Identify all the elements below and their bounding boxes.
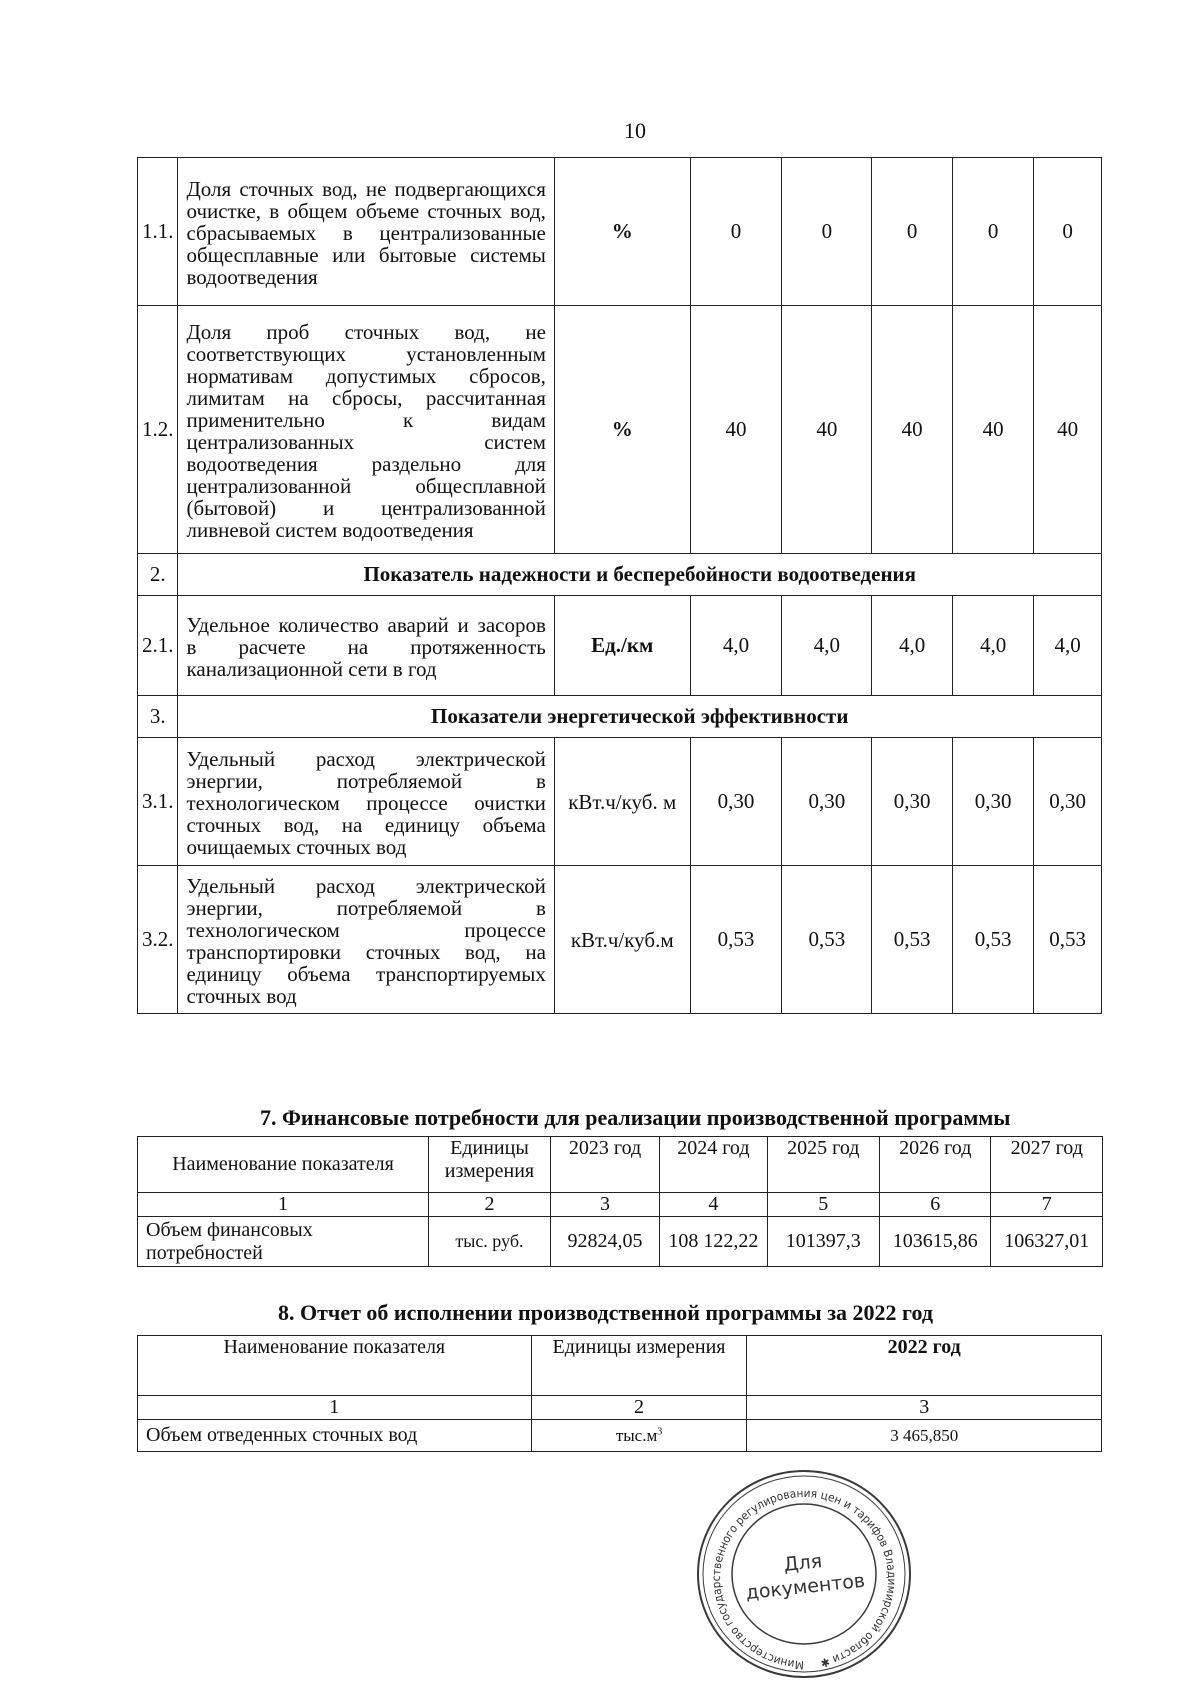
- row-number: 1.2.: [138, 306, 178, 554]
- value-cell: 101397,3: [767, 1217, 879, 1267]
- value-cell: 4,0: [872, 596, 953, 696]
- value-cell: 40: [782, 306, 872, 554]
- table-row: [138, 866, 1102, 1014]
- row-number: 3.: [138, 696, 178, 738]
- value-cell: 4,0: [953, 596, 1034, 696]
- stamp-ring-path: Министерство государственного регулирования цен и тарифов Владимирской области ✱: [709, 1485, 900, 1673]
- row-number: 3.2.: [138, 866, 178, 1014]
- section-row: [138, 554, 1102, 596]
- indicator-description: Доля сточных вод, не подвергающихся очистке, в общем объеме сточных вод, сбрасываемых в централизованные общесплавные или бытовые системы водоотведения: [178, 158, 554, 306]
- table-row: [138, 738, 1102, 866]
- value-cell: 0,30: [1034, 738, 1102, 866]
- row-number: 1.1.: [138, 158, 178, 306]
- header-cell: Наименование показателя: [138, 1336, 532, 1396]
- value-cell: 92824,05: [550, 1217, 659, 1267]
- index-cell: 1: [138, 1396, 532, 1420]
- value-cell: 4,0: [1034, 596, 1102, 696]
- value-cell: 106327,01: [991, 1217, 1103, 1267]
- header-cell: 2023 год: [550, 1137, 659, 1193]
- indicator-description: Удельное количество аварий и засоров в расчете на протяженность канализационной сети в год: [178, 596, 554, 696]
- header-cell: 2027 год: [991, 1137, 1103, 1193]
- value-cell: 0,53: [690, 866, 782, 1014]
- index-cell: 1: [138, 1193, 429, 1217]
- value-cell: 0,30: [872, 738, 953, 866]
- value-cell: 4,0: [690, 596, 782, 696]
- table-row: [138, 596, 1102, 696]
- indicator-description: Доля проб сточных вод, не соответствующих установленным нормативам допустимых сбросов, лимитам на сбросы, рассчитанная применительно к видам централизованных систем водоотведения раздельно для централизованной общесплавной (бытовой) и централизованной ливневой систем водоотведения: [178, 306, 554, 554]
- indicator-name: Объем отведенных сточных вод: [138, 1420, 532, 1452]
- header-cell: 2024 год: [660, 1137, 767, 1193]
- stamp-outer-ring: [698, 1471, 910, 1677]
- unit-cell: кВт.ч/куб.м: [554, 866, 690, 1014]
- index-cell: 3: [550, 1193, 659, 1217]
- financial-needs-table: [137, 1136, 1103, 1267]
- row-number: 2.1.: [138, 596, 178, 696]
- header-cell: 2026 год: [880, 1137, 991, 1193]
- header-row: [138, 1336, 1102, 1396]
- value-cell: 40: [1034, 306, 1102, 554]
- value-cell: 4,0: [782, 596, 872, 696]
- unit-cell: кВт.ч/куб. м: [554, 738, 690, 866]
- value-cell: 0,53: [782, 866, 872, 1014]
- value-cell: 0: [1034, 158, 1102, 306]
- index-cell: 4: [660, 1193, 767, 1217]
- index-cell: 5: [767, 1193, 879, 1217]
- index-cell: 7: [991, 1193, 1103, 1217]
- value-cell: 0,53: [872, 866, 953, 1014]
- value-cell: 0: [953, 158, 1034, 306]
- program-report-table: [137, 1335, 1102, 1452]
- value-cell: 40: [690, 306, 782, 554]
- index-cell: 2: [429, 1193, 551, 1217]
- section-row: [138, 696, 1102, 738]
- value-cell: 0: [782, 158, 872, 306]
- page-number: 10: [624, 118, 646, 143]
- row-number: 2.: [138, 554, 178, 596]
- stamp-outer-ring-inner: [703, 1476, 905, 1672]
- value-cell: 0,53: [953, 866, 1034, 1014]
- index-cell: 6: [880, 1193, 991, 1217]
- value-cell: 3 465,850: [747, 1420, 1102, 1452]
- stamp-center-line-1: Для: [782, 1550, 824, 1577]
- official-stamp: [692, 1465, 916, 1683]
- table-row: [138, 1420, 1102, 1452]
- table-row: [138, 158, 1102, 306]
- unit-exponent: 3: [657, 1425, 663, 1437]
- indicators-table-body: [138, 158, 1102, 1014]
- header-cell: Единицы измерения: [531, 1336, 747, 1396]
- value-cell: 0,53: [1034, 866, 1102, 1014]
- value-cell: 103615,86: [880, 1217, 991, 1267]
- value-cell: 40: [953, 306, 1034, 554]
- section-title: Показатели энергетической эффективности: [178, 696, 1102, 738]
- unit-cell: [531, 1420, 747, 1452]
- table-row: [138, 306, 1102, 554]
- section-7-title: 7. Финансовые потребности для реализации производственной программы: [260, 1105, 1011, 1130]
- header-cell: Наименование показателя: [138, 1137, 429, 1193]
- header-cell: Единицы измерения: [429, 1137, 551, 1193]
- index-cell: 2: [531, 1396, 747, 1420]
- indicator-description: Удельный расход электрической энергии, потребляемой в технологическом процессе очистки сточных вод, на единицу объема очищаемых сточных вод: [178, 738, 554, 866]
- index-row: [138, 1396, 1102, 1420]
- table-row: [138, 1217, 1103, 1267]
- index-row: [138, 1193, 1103, 1217]
- stamp-center-line-2: документов: [744, 1569, 867, 1605]
- header-cell: 2022 год: [747, 1336, 1102, 1396]
- indicator-description: Удельный расход электрической энергии, потребляемой в технологическом процессе транспортировки сточных вод, на единицу объема транспортируемых сточных вод: [178, 866, 554, 1014]
- unit-cell: %: [554, 158, 690, 306]
- header-cell: 2025 год: [767, 1137, 879, 1193]
- row-number: 3.1.: [138, 738, 178, 866]
- header-row: [138, 1137, 1103, 1193]
- value-cell: 0: [872, 158, 953, 306]
- indicators-table: [137, 157, 1102, 1014]
- index-cell: 3: [747, 1396, 1102, 1420]
- indicator-name: Объем финансовых потребностей: [138, 1217, 429, 1267]
- unit-cell: %: [554, 306, 690, 554]
- value-cell: 0,30: [782, 738, 872, 866]
- unit-cell: тыс. руб.: [429, 1217, 551, 1267]
- unit-cell: Ед./км: [554, 596, 690, 696]
- value-cell: 0,30: [690, 738, 782, 866]
- value-cell: 40: [872, 306, 953, 554]
- value-cell: 108 122,22: [660, 1217, 767, 1267]
- section-8-title: 8. Отчет об исполнении производственной программы за 2022 год: [278, 1300, 933, 1325]
- value-cell: 0,30: [953, 738, 1034, 866]
- unit-text: тыс.м: [615, 1425, 658, 1445]
- value-cell: 0: [690, 158, 782, 306]
- section-title: Показатель надежности и бесперебойности водоотведения: [178, 554, 1102, 596]
